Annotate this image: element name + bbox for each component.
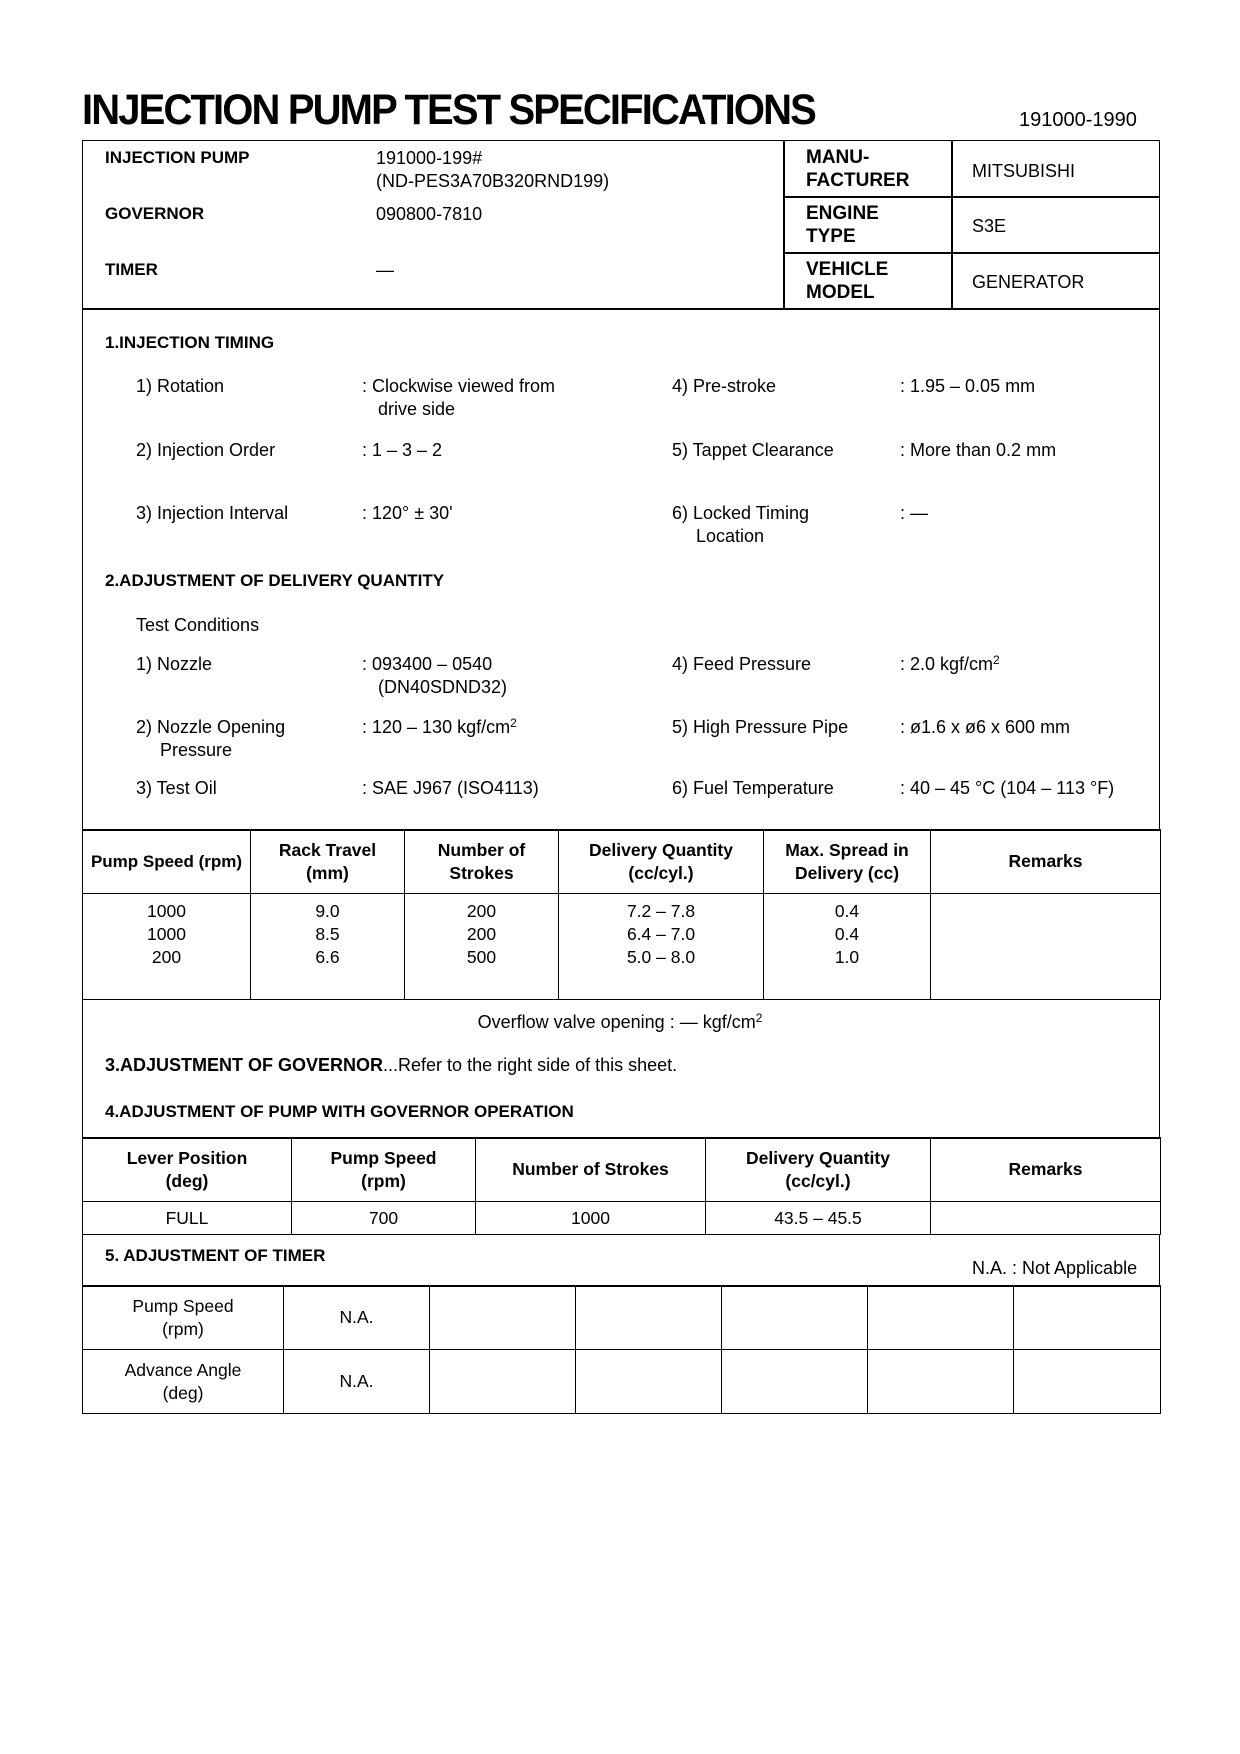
gov-remarks-value	[931, 1202, 1161, 1235]
high-pressure-pipe-label: 5) High Pressure Pipe	[672, 717, 849, 737]
vehicle-model-label-line2: MODEL	[806, 282, 875, 303]
vehicle-model-label-line1: VEHICLE	[806, 259, 889, 280]
gov-strokes-value: 1000	[476, 1202, 706, 1235]
nozzle-opening-pressure-label	[136, 716, 285, 762]
injection-order-label: 2) Injection Order	[136, 440, 276, 460]
manufacturer-value: MITSUBISHI	[972, 161, 1076, 181]
rack-travel-values: 9.0 8.5 6.6	[251, 894, 405, 1000]
header-gov-delivery-quantity: Delivery Quantity (cc/cyl.)	[706, 1138, 931, 1202]
nozzle-opening-pressure-value	[362, 716, 517, 739]
delivery-quantity-values: 7.2 – 7.8 6.4 – 7.0 5.0 – 8.0	[559, 894, 764, 1000]
lever-position-value: FULL	[83, 1202, 292, 1235]
test-conditions-label: Test Conditions	[136, 615, 260, 635]
manufacturer-label-line1: MANU-	[806, 147, 870, 168]
feed-pressure-label: 4) Feed Pressure	[672, 654, 812, 674]
timer-empty-cell	[868, 1286, 1014, 1350]
timer-advance-angle-label: Advance Angle (deg)	[83, 1350, 284, 1414]
timer-empty-cell	[1014, 1350, 1161, 1414]
timer-empty-cell	[430, 1350, 576, 1414]
delivery-quantity-table	[82, 829, 1161, 1000]
locked-timing-label	[672, 502, 809, 548]
header-gov-remarks: Remarks	[931, 1138, 1161, 1202]
header-lever-position: Lever Position (deg)	[83, 1138, 292, 1202]
engine-type-label-line1: ENGINE	[806, 203, 879, 224]
timer-empty-cell	[576, 1350, 722, 1414]
section3-note: ...Refer to the right side of this sheet.	[383, 1055, 678, 1075]
overflow-valve-text	[0, 1011, 1240, 1034]
manufacturer-label-line2: FACTURER	[806, 170, 910, 191]
overflow-valve-value: Overflow valve opening : — kgf/cm	[477, 1012, 756, 1032]
header-number-of-strokes: Number of Strokes	[405, 830, 559, 894]
remarks-values	[931, 894, 1161, 1000]
header-gov-pump-speed: Pump Speed (rpm)	[292, 1138, 476, 1202]
feed-pressure-value	[900, 653, 1000, 676]
locked-timing-label-line2: Location	[696, 526, 765, 546]
timer-advance-angle-value: N.A.	[284, 1350, 430, 1414]
rotation-value	[362, 375, 555, 421]
document-title: INJECTION PUMP TEST SPECIFICATIONS	[82, 86, 815, 134]
overflow-unit-exponent: 2	[755, 1011, 763, 1025]
fuel-temperature-value: : 40 – 45 °C (104 – 113 °F)	[900, 778, 1115, 798]
pump-speed-values: 1000 1000 200	[83, 894, 251, 1000]
timer-empty-cell	[722, 1350, 868, 1414]
timer-empty-cell	[722, 1286, 868, 1350]
stroke-values: 200 200 500	[405, 894, 559, 1000]
nozzle-opening-label-line1: 2) Nozzle Opening	[136, 717, 286, 737]
engine-type-value: S3E	[972, 216, 1007, 236]
section3-line	[105, 1054, 677, 1077]
timer-value: —	[376, 260, 394, 280]
timer-empty-cell	[868, 1350, 1014, 1414]
timer-advance-angle-row	[83, 1350, 1161, 1414]
header-row-line-2	[783, 252, 1160, 254]
engine-type-label-line2: TYPE	[806, 226, 856, 247]
nozzle-opening-label-line2: Pressure	[160, 740, 233, 760]
feed-pressure-value-text: : 2.0 kgf/cm	[900, 654, 994, 674]
header-rack-travel: Rack Travel (mm)	[251, 830, 405, 894]
timer-empty-cell	[576, 1286, 722, 1350]
nozzle-value-line1: : 093400 – 0540	[362, 654, 493, 674]
injection-interval-value: : 120° ± 30'	[362, 503, 453, 523]
section2-title: 2.ADJUSTMENT OF DELIVERY QUANTITY	[105, 571, 445, 590]
governor-value: 090800-7810	[376, 204, 483, 224]
header-pump-speed: Pump Speed (rpm)	[83, 830, 251, 894]
injection-pump-number: 191000-199#	[376, 148, 483, 168]
tappet-clearance-value: : More than 0.2 mm	[900, 440, 1057, 460]
nozzle-label: 1) Nozzle	[136, 654, 213, 674]
vehicle-model-label	[806, 258, 888, 304]
injection-interval-label: 3) Injection Interval	[136, 503, 289, 523]
governor-operation-table	[82, 1137, 1161, 1235]
nozzle-value	[362, 653, 507, 699]
not-applicable-note: N.A. : Not Applicable	[972, 1258, 1138, 1278]
injection-pump-value	[376, 147, 609, 193]
fuel-temperature-label: 6) Fuel Temperature	[672, 778, 834, 798]
prestroke-value: : 1.95 – 0.05 mm	[900, 376, 1036, 396]
rotation-value-line1: : Clockwise viewed from	[362, 376, 556, 396]
rotation-value-line2: drive side	[378, 399, 456, 419]
vehicle-model-value: GENERATOR	[972, 272, 1085, 292]
feed-pressure-unit-exponent: 2	[993, 653, 1000, 667]
timer-pump-speed-value: N.A.	[284, 1286, 430, 1350]
header-max-spread: Max. Spread in Delivery (cc)	[764, 830, 931, 894]
nozzle-opening-value-text: : 120 – 130 kgf/cm	[362, 717, 511, 737]
governor-label: GOVERNOR	[105, 204, 205, 223]
test-oil-label: 3) Test Oil	[136, 778, 217, 798]
header-divider-2	[951, 140, 953, 310]
timer-label: TIMER	[105, 260, 158, 279]
delivery-table-data-row	[83, 894, 1161, 1000]
injection-order-value: : 1 – 3 – 2	[362, 440, 443, 460]
timer-pump-speed-row	[83, 1286, 1161, 1350]
governor-table-header-row	[83, 1138, 1161, 1202]
injection-pump-label: INJECTION PUMP	[105, 148, 250, 167]
locked-timing-label-line1: 6) Locked Timing	[672, 503, 810, 523]
timer-table	[82, 1285, 1161, 1414]
timer-pump-speed-label: Pump Speed (rpm)	[83, 1286, 284, 1350]
high-pressure-pipe-value: : ø1.6 x ø6 x 600 mm	[900, 717, 1071, 737]
max-spread-values: 0.4 0.4 1.0	[764, 894, 931, 1000]
manufacturer-label	[806, 146, 909, 192]
delivery-table-header-row	[83, 830, 1161, 894]
section4-title: 4.ADJUSTMENT OF PUMP WITH GOVERNOR OPERATION	[105, 1102, 574, 1121]
prestroke-label: 4) Pre-stroke	[672, 376, 777, 396]
governor-table-row	[83, 1202, 1161, 1235]
test-oil-value: : SAE J967 (ISO4113)	[362, 778, 539, 798]
header-gov-number-of-strokes: Number of Strokes	[476, 1138, 706, 1202]
header-divider-1	[783, 140, 785, 310]
header-remarks: Remarks	[931, 830, 1161, 894]
header-delivery-quantity: Delivery Quantity (cc/cyl.)	[559, 830, 764, 894]
locked-timing-value: : —	[900, 503, 929, 523]
section1-title: 1.INJECTION TIMING	[105, 333, 275, 352]
timer-empty-cell	[430, 1286, 576, 1350]
gov-pump-speed-value: 700	[292, 1202, 476, 1235]
nozzle-value-line2: (DN40SDND32)	[378, 677, 508, 697]
tappet-clearance-label: 5) Tappet Clearance	[672, 440, 834, 460]
timer-empty-cell	[1014, 1286, 1161, 1350]
header-row-line-1	[783, 196, 1160, 198]
gov-delivery-quantity-value: 43.5 – 45.5	[706, 1202, 931, 1235]
rotation-label: 1) Rotation	[136, 376, 225, 396]
section3-title: 3.ADJUSTMENT OF GOVERNOR	[105, 1055, 384, 1075]
engine-type-label	[806, 202, 879, 248]
document-number: 191000-1990	[1019, 109, 1137, 131]
injection-pump-model: (ND-PES3A70B320RND199)	[376, 171, 610, 191]
nozzle-opening-unit-exponent: 2	[510, 716, 517, 730]
section5-title: 5. ADJUSTMENT OF TIMER	[105, 1246, 326, 1265]
